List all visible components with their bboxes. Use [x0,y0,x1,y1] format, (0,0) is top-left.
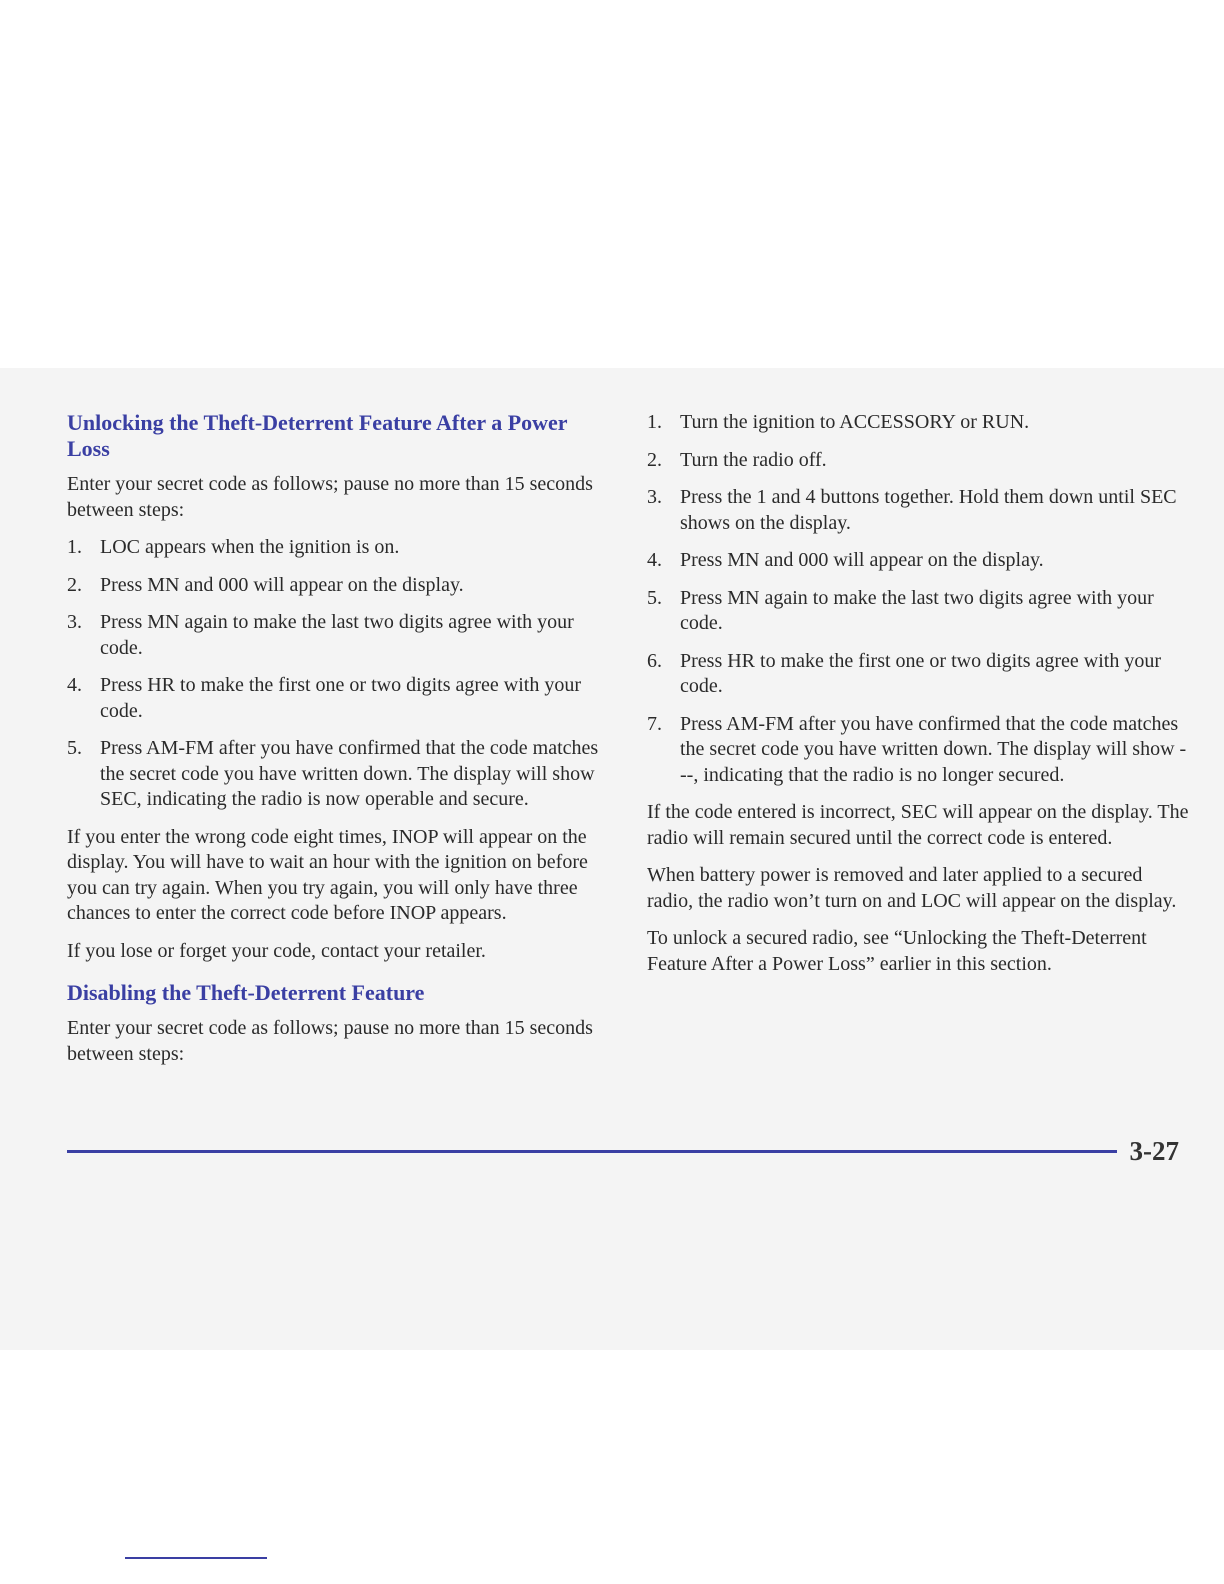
list-item [647,548,1192,574]
step-text: Press HR to make the first one or two digits agree with your code. [680,649,1162,697]
footer-rule [67,1150,1117,1153]
step-text: Press MN and 000 will appear on the display. [100,573,464,596]
list-item [67,736,612,813]
list-item [67,535,612,561]
list-item [67,573,612,599]
battery-power-paragraph: When battery power is removed and later applied to a secured radio, the radio won’t turn on and LOC will appear on the display. [647,864,1177,912]
list-item [647,410,1192,436]
disable-steps-list [647,410,1192,788]
list-item [67,673,612,724]
step-text: LOC appears when the ignition is on. [100,536,400,558]
step-number: 1. [647,411,662,433]
list-item [647,485,1192,536]
heading-unlocking-after-power-loss: Unlocking the Theft-Deterrent Feature After a Power Loss [67,410,568,461]
step-text: Press AM-FM after you have confirmed that the code matches the secret code you have written down. The display will show ---, indicating that the radio is no longer secured. [680,712,1187,786]
list-item [647,712,1192,789]
step-text: Press AM-FM after you have confirmed that the code matches the secret code you have written down. The display will show SEC, indicating the radio is now operable and secure. [100,737,599,810]
step-text: Press MN again to make the last two digits agree with your code. [100,611,574,659]
left-column [67,410,612,1079]
step-text: Press MN again to make the last two digits agree with your code. [680,586,1154,634]
disable-intro-paragraph: Enter your secret code as follows; pause no more than 15 seconds between steps: [67,1017,593,1065]
step-text: Press MN and 000 will appear on the display. [680,549,1044,571]
heading-disabling-feature: Disabling the Theft-Deterrent Feature [67,980,425,1005]
list-item [67,610,612,661]
step-number: 3. [67,611,82,633]
right-column [647,410,1192,989]
step-text: Press HR to make the first one or two digits agree with your code. [100,674,582,722]
step-number: 4. [67,674,82,696]
intro-paragraph: Enter your secret code as follows; pause no more than 15 seconds between steps: [67,473,593,521]
step-text: Turn the radio off. [680,448,827,471]
step-text: Press the 1 and 4 buttons together. Hold them down until SEC shows on the display. [680,486,1177,534]
step-number: 6. [647,649,662,672]
unlock-steps-list [67,535,612,813]
step-number: 2. [647,448,662,471]
step-number: 1. [67,536,82,558]
step-number: 5. [647,586,662,609]
step-number: 4. [647,549,662,571]
list-item [647,448,1192,474]
wrong-code-paragraph: If you enter the wrong code eight times, INOP will appear on the display. You will have to wait an hour with the ignition on before you can try again. When you try again, you will only have three chances to enter the correct code before INOP appears. [67,825,588,924]
list-item [647,586,1192,637]
page-number: 3-27 [1129,1136,1179,1166]
step-number: 2. [67,573,82,596]
step-number: 5. [67,737,82,759]
list-item [647,649,1192,700]
step-number: 7. [647,712,662,735]
incorrect-code-paragraph: If the code entered is incorrect, SEC will appear on the display. The radio will remain secured until the correct code is entered. [647,801,1189,849]
lose-code-paragraph: If you lose or forget your code, contact your retailer. [67,939,486,962]
bottom-corner-line [125,1557,267,1559]
unlock-reference-paragraph: To unlock a secured radio, see “Unlocking the Theft-Deterrent Feature After a Power Loss” earlier in this section. [647,927,1147,975]
step-number: 3. [647,486,662,508]
step-text: Turn the ignition to ACCESSORY or RUN. [680,411,1030,433]
